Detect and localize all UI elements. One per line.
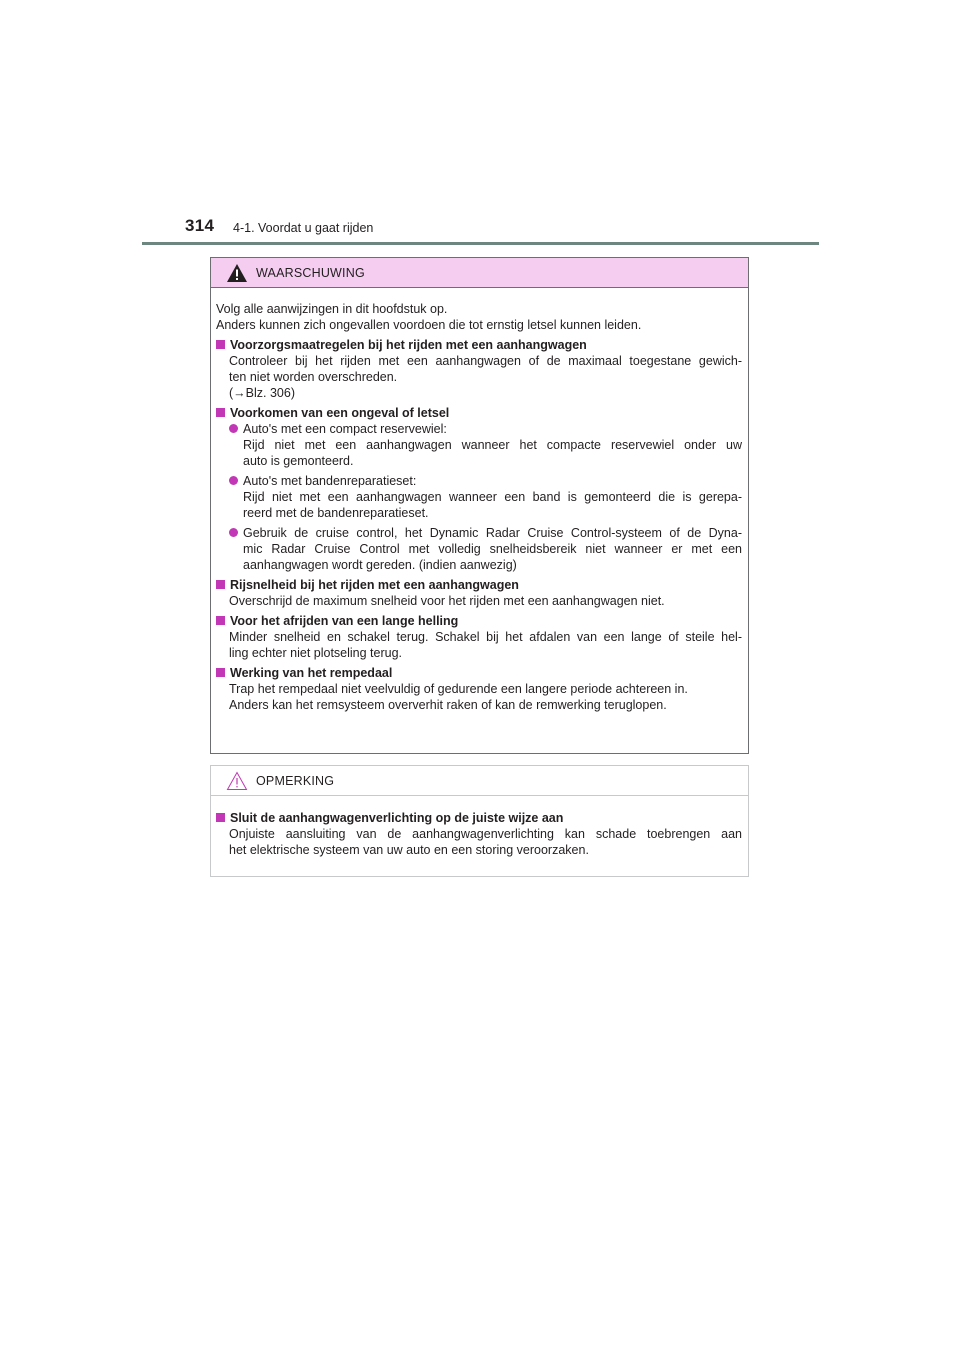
warning-item-downhill bbox=[216, 613, 742, 661]
warning-box bbox=[210, 257, 749, 754]
section-title: 4-1. Voordat u gaat rijden bbox=[233, 221, 374, 235]
warning-intro bbox=[216, 301, 742, 333]
square-bullet-icon bbox=[216, 340, 225, 349]
note-item-trailer-lights bbox=[216, 810, 742, 858]
square-bullet-icon bbox=[216, 668, 225, 677]
warning-triangle-icon bbox=[226, 263, 248, 283]
warning-body bbox=[211, 288, 748, 713]
item-line: Controleer bij het rijden met een aanhangwagen of de maximaal toegestane gewich- bbox=[229, 354, 742, 368]
sub-line: reerd met de bandenreparatieset. bbox=[243, 506, 429, 520]
square-bullet-icon bbox=[216, 408, 225, 417]
note-title: OPMERKING bbox=[256, 773, 335, 788]
note-header bbox=[211, 766, 748, 796]
item-title: Rijsnelheid bij het rijden met een aanhangwagen bbox=[230, 578, 519, 592]
note-box bbox=[210, 765, 749, 877]
item-title: Voorkomen van een ongeval of letsel bbox=[230, 406, 450, 420]
sub-line: auto is gemonteerd. bbox=[243, 454, 354, 468]
item-title: Voor het afrijden van een lange helling bbox=[230, 614, 459, 628]
warning-item-prevent-accident bbox=[216, 405, 742, 573]
caution-triangle-outline-icon bbox=[226, 771, 248, 791]
square-bullet-icon bbox=[216, 813, 225, 822]
warning-title: WAARSCHUWING bbox=[256, 265, 365, 280]
item-line: (→Blz. 306) bbox=[229, 386, 295, 400]
intro-line: Anders kunnen zich ongevallen voordoen die tot ernstig letsel kunnen leiden. bbox=[216, 318, 642, 332]
sub-line: mic Radar Cruise Control met volledig snelheidsbereik niet wanneer er met een bbox=[243, 542, 742, 556]
item-line: Minder snelheid en schakel terug. Schakel bij het afdalen van een lange of steile hel- bbox=[229, 630, 742, 644]
sub-line: Auto's met een compact reservewiel: bbox=[243, 422, 447, 436]
item-line: Overschrijd de maximum snelheid voor het rijden met een aanhangwagen niet. bbox=[229, 594, 665, 608]
item-line: het elektrische systeem van uw auto en een storing veroorzaken. bbox=[229, 843, 589, 857]
sub-item-compact-spare bbox=[229, 421, 742, 469]
intro-line: Volg alle aanwijzingen in dit hoofdstuk op. bbox=[216, 302, 448, 316]
warning-item-trailer-precautions bbox=[216, 337, 742, 401]
warning-item-speed bbox=[216, 577, 742, 609]
dot-bullet-icon bbox=[229, 424, 238, 433]
sub-item-cruise-control bbox=[229, 525, 742, 573]
header-rule bbox=[142, 242, 819, 245]
item-line: Onjuiste aansluiting van de aanhangwagenverlichting kan schade toebrengen aan bbox=[229, 827, 742, 841]
sub-line: Rijd niet met een aanhangwagen wanneer een band is gemonteerd die is gerepa- bbox=[243, 490, 742, 504]
sub-line: Auto's met bandenreparatieset: bbox=[243, 474, 417, 488]
item-title: Werking van het rempedaal bbox=[230, 666, 393, 680]
warning-item-brake-pedal bbox=[216, 665, 742, 713]
item-line: ten niet worden overschreden. bbox=[229, 370, 398, 384]
note-body bbox=[211, 796, 748, 858]
sub-line: aanhangwagen wordt gereden. (indien aanwezig) bbox=[243, 558, 517, 572]
page-number: 314 bbox=[185, 216, 215, 235]
item-line: Anders kan het remsysteem oververhit raken of kan de remwerking teruglopen. bbox=[229, 698, 667, 712]
item-line: Trap het rempedaal niet veelvuldig of gedurende een langere periode achtereen in. bbox=[229, 682, 688, 696]
sub-line: Rijd niet met een aanhangwagen wanneer het compacte reservewiel onder uw bbox=[243, 438, 742, 452]
sub-item-repair-kit bbox=[229, 473, 742, 521]
square-bullet-icon bbox=[216, 580, 225, 589]
item-title: Voorzorgsmaatregelen bij het rijden met een aanhangwagen bbox=[230, 338, 587, 352]
sub-line: Gebruik de cruise control, het Dynamic Radar Cruise Control-systeem of de Dyna- bbox=[243, 526, 742, 540]
warning-header bbox=[211, 258, 748, 288]
item-title: Sluit de aanhangwagenverlichting op de juiste wijze aan bbox=[230, 811, 564, 825]
dot-bullet-icon bbox=[229, 528, 238, 537]
dot-bullet-icon bbox=[229, 476, 238, 485]
item-line: ling echter niet plotseling terug. bbox=[229, 646, 403, 660]
square-bullet-icon bbox=[216, 616, 225, 625]
